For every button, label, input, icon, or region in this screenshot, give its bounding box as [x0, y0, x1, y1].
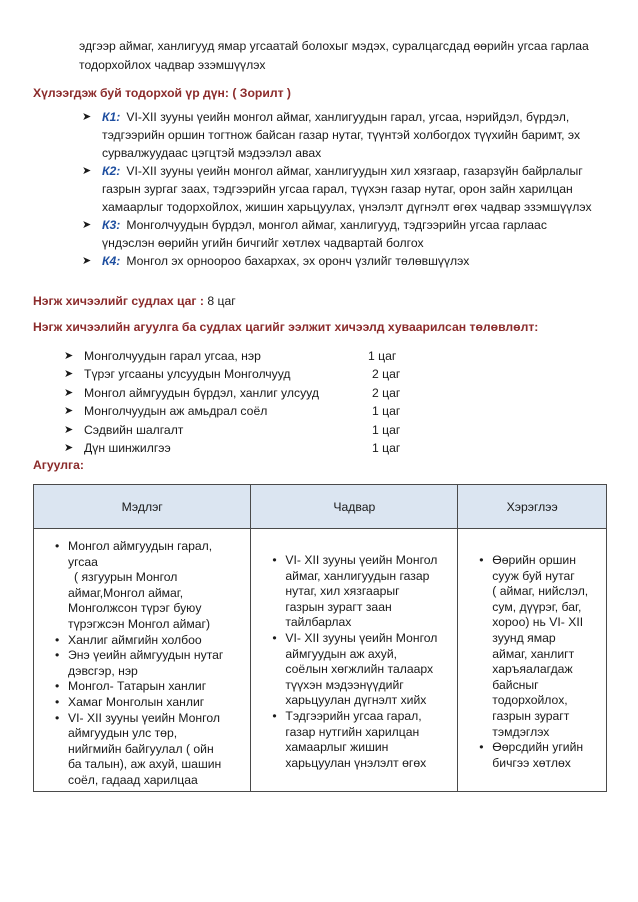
arrow-bullet-icon: ➤: [64, 423, 74, 436]
cell-line: түүхэн мэдээнүүдийг: [285, 677, 404, 692]
cell-line: газар нутгийн харилцан: [285, 724, 420, 739]
bullet-dot-icon: •: [55, 632, 60, 647]
plan-hours: 1 цаг: [372, 440, 401, 455]
cell-line: зуунд ямар: [492, 630, 556, 645]
bullet-dot-icon: •: [55, 694, 60, 709]
plan-topic: Монголчуудын гарал угсаа, нэр: [84, 349, 261, 363]
bullet-dot-icon: •: [272, 553, 277, 567]
cell-line: тайлбарлах: [285, 615, 352, 630]
expected-result-heading: Хүлээгдэж буй тодорхой үр дүн: ( Зорилт ): [33, 86, 291, 100]
cell-line: тодорхойлох,: [492, 693, 568, 708]
plan-topic: Монголчуудын аж амьдрал соёл: [84, 404, 268, 419]
plan-row: [62, 402, 422, 420]
result-text: VI-XII зууны үеийн монгол аймаг, ханлигуудын гарал, угсаа, нэрийдэл, бүрдэл, тэдгээрийн оршин тогтнож байсан газар нутаг, түүнтэй холбогдох түүхийн баримт, эх сурвалжуудаас цэгцтэй мэдээлэл авах: [102, 110, 581, 160]
result-item: [80, 108, 600, 162]
cell-line: соёлын хөгжлийн талаарх: [285, 662, 434, 677]
column-header-application: Хэрэглээ: [458, 485, 607, 529]
cell-line: Хамаг Монголын ханлиг: [68, 694, 205, 709]
cell-list-item: [48, 711, 242, 789]
cell-list-item: [48, 695, 242, 711]
cell-line: хороо) нь VI- XII: [492, 615, 584, 630]
plan-row: [62, 347, 422, 365]
application-cell: [458, 529, 607, 792]
content-heading: Агуулга:: [33, 458, 84, 472]
result-text: VI-XII зууны үеийн монгол аймаг, ханлигуудын хил хязгаар, газарзүйн байрлалыг газрын зургаг заах, тэдгээрийн угсаа гарал, түүхэн газар нутаг, орон зайн харилцан хамаарлыг тодорхойлох, жишин харьцуулах, үнэлэлт дүгнэлт өгөх чадвар эзэмшүүлэх: [102, 164, 592, 214]
cell-line: Энэ үеийн аймгуудын нутаг: [68, 648, 224, 663]
content-table-row: [34, 529, 607, 792]
result-label: К1:: [102, 110, 121, 124]
cell-line: сууж буй нутаг: [492, 568, 575, 583]
cell-list-item: [472, 740, 600, 771]
study-hours-value: 8 цаг: [207, 294, 236, 308]
skill-list: [251, 529, 457, 779]
cell-line: VI- XII зууны үеийн Монгол: [68, 710, 220, 725]
plan-topic: Дүн шинжилгээ: [84, 440, 171, 455]
cell-list-item: [48, 633, 242, 649]
bullet-dot-icon: •: [272, 630, 277, 645]
bullet-dot-icon: •: [479, 740, 484, 755]
application-list: [458, 529, 606, 779]
cell-line: харъяалагдаж: [492, 662, 573, 677]
result-label: К4:: [102, 254, 121, 268]
plan-topic: Сэдвийн шалгалт: [84, 422, 184, 437]
knowledge-list: [34, 529, 250, 791]
result-label: К2:: [102, 164, 121, 178]
cell-line: ба талын), аж ахуй, шашин: [68, 757, 222, 772]
arrow-bullet-icon: ➤: [82, 219, 92, 231]
bullet-dot-icon: •: [55, 648, 60, 663]
cell-line: газрын зурагт: [492, 708, 570, 723]
result-item: [80, 216, 600, 252]
plan-row: [62, 421, 422, 439]
cell-line: Монгол- Татарын ханлиг: [68, 679, 207, 694]
cell-line: харьцуулан үнэлэлт өгөх: [285, 755, 427, 770]
plan-topic: Түрэг угсааны улсуудын Монголчууд: [84, 367, 291, 382]
result-item: [80, 162, 600, 216]
plan-row: [62, 365, 422, 383]
bullet-dot-icon: •: [272, 708, 277, 723]
result-text: Монголчуудын бүрдэл, монгол аймаг, ханлигууд, тэдгээрийн угсаа гарлаас үндэслэн өөрийн угийн бичгийг хөтлөх чадвартай болгох: [102, 218, 547, 250]
intro-paragraph: эдгээр аймаг, ханлигууд ямар угсаатай болохыг мэдэх, суралцагсдад өөрийн угсаа гарлаа тодорхойлох чадвар эзэмшүүлэх: [79, 39, 589, 72]
column-header-knowledge: Мэдлэг: [34, 485, 251, 529]
cell-line: ( язгуурын Монгол: [74, 570, 178, 585]
bullet-dot-icon: •: [55, 539, 60, 553]
cell-list-item: [265, 631, 451, 709]
result-item: [80, 252, 600, 270]
cell-list-item: [265, 553, 451, 631]
cell-line: Монгол аймгуудын гарал,: [68, 539, 213, 553]
cell-line: хамаарлыг жишин: [285, 740, 389, 755]
cell-line: соёл, гадаад харилцаа: [68, 772, 198, 787]
cell-line: VI- XII зууны үеийн Монгол: [285, 553, 438, 567]
cell-line: харьцуулан дүгнэлт хийх: [285, 693, 427, 708]
column-header-skill: Чадвар: [251, 485, 458, 529]
cell-line: бичгээ хөтлөх: [492, 755, 571, 770]
cell-line: аймгуудын улс төр,: [68, 726, 178, 741]
arrow-bullet-icon: ➤: [82, 111, 92, 123]
cell-list-item: [48, 648, 242, 679]
plan-topic: Монгол аймгуудын бүрдэл, ханлиг улсууд: [84, 385, 319, 400]
bullet-dot-icon: •: [479, 553, 484, 567]
cell-line: ( аймаг, нийслэл,: [492, 584, 589, 599]
cell-line: аймаг, ханлигуудын газар: [285, 568, 430, 583]
cell-line: Тэдгээрийн угсаа гарал,: [285, 708, 422, 723]
plan-hours: 2 цаг: [372, 385, 401, 400]
arrow-bullet-icon: ➤: [82, 165, 92, 177]
cell-line: дэвсгэр, нэр: [68, 663, 138, 678]
plan-list: [62, 347, 422, 457]
cell-line: аймгуудын аж ахуй,: [285, 646, 398, 661]
skill-cell: [251, 529, 458, 792]
bullet-dot-icon: •: [55, 679, 60, 694]
cell-line: байсныг: [492, 677, 539, 692]
plan-hours: 2 цаг: [372, 367, 401, 382]
cell-line: аймаг, ханлигт: [492, 646, 575, 661]
plan-row: [62, 439, 422, 457]
arrow-bullet-icon: ➤: [64, 386, 74, 399]
study-hours-label: Нэгж хичээлийг судлах цаг :: [33, 294, 204, 308]
arrow-bullet-icon: ➤: [64, 368, 74, 381]
cell-line: түрэгжсэн Монгол аймаг): [68, 616, 211, 631]
plan-hours: 1 цаг: [372, 404, 401, 419]
plan-row: [62, 384, 422, 402]
plan-hours: 1 цаг: [372, 422, 401, 437]
cell-line: нутаг, хил хязгаарыг: [285, 584, 400, 599]
cell-line: Монголжсон түрэг буюу: [68, 601, 202, 616]
cell-line: Өөрийн оршин: [492, 553, 576, 567]
arrow-bullet-icon: ➤: [64, 405, 74, 418]
expected-result-list: [80, 108, 600, 270]
arrow-bullet-icon: ➤: [82, 255, 92, 267]
arrow-bullet-icon: ➤: [64, 350, 74, 362]
cell-line: сум, дүүрэг, баг,: [492, 599, 582, 614]
result-label: К3:: [102, 218, 121, 232]
cell-list-item: [48, 539, 242, 633]
content-table-header-row: [34, 485, 607, 529]
arrow-bullet-icon: ➤: [64, 441, 74, 454]
cell-line: нийгмийн байгуулал ( ойн: [68, 741, 214, 756]
cell-list-item: [265, 709, 451, 771]
cell-line: угсаа: [68, 554, 98, 569]
cell-list-item: [48, 679, 242, 695]
cell-line: Ханлиг аймгийн холбоо: [68, 632, 202, 647]
result-text: Монгол эх орноороо бахархах, эх оронч үзлийг төлөвшүүлэх: [126, 254, 470, 268]
knowledge-cell: [34, 529, 251, 792]
cell-line: аймаг,Монгол аймаг,: [68, 585, 184, 600]
cell-line: VI- XII зууны үеийн Монгол: [285, 630, 438, 645]
plan-hours: 1 цаг: [368, 349, 397, 363]
cell-line: газрын зурагт заан: [285, 599, 392, 614]
bullet-dot-icon: •: [55, 710, 60, 725]
study-hours-heading: [33, 294, 236, 308]
cell-line: тэмдэглэх: [492, 724, 550, 739]
plan-heading: Нэгж хичээлийн агуулга ба судлах цагийг ээлжит хичээлд хуваарилсан төлөвлөлт:: [33, 320, 539, 334]
cell-list-item: [472, 553, 600, 740]
content-table: [33, 484, 607, 792]
cell-line: Өөрсдийн угийн: [492, 740, 584, 755]
